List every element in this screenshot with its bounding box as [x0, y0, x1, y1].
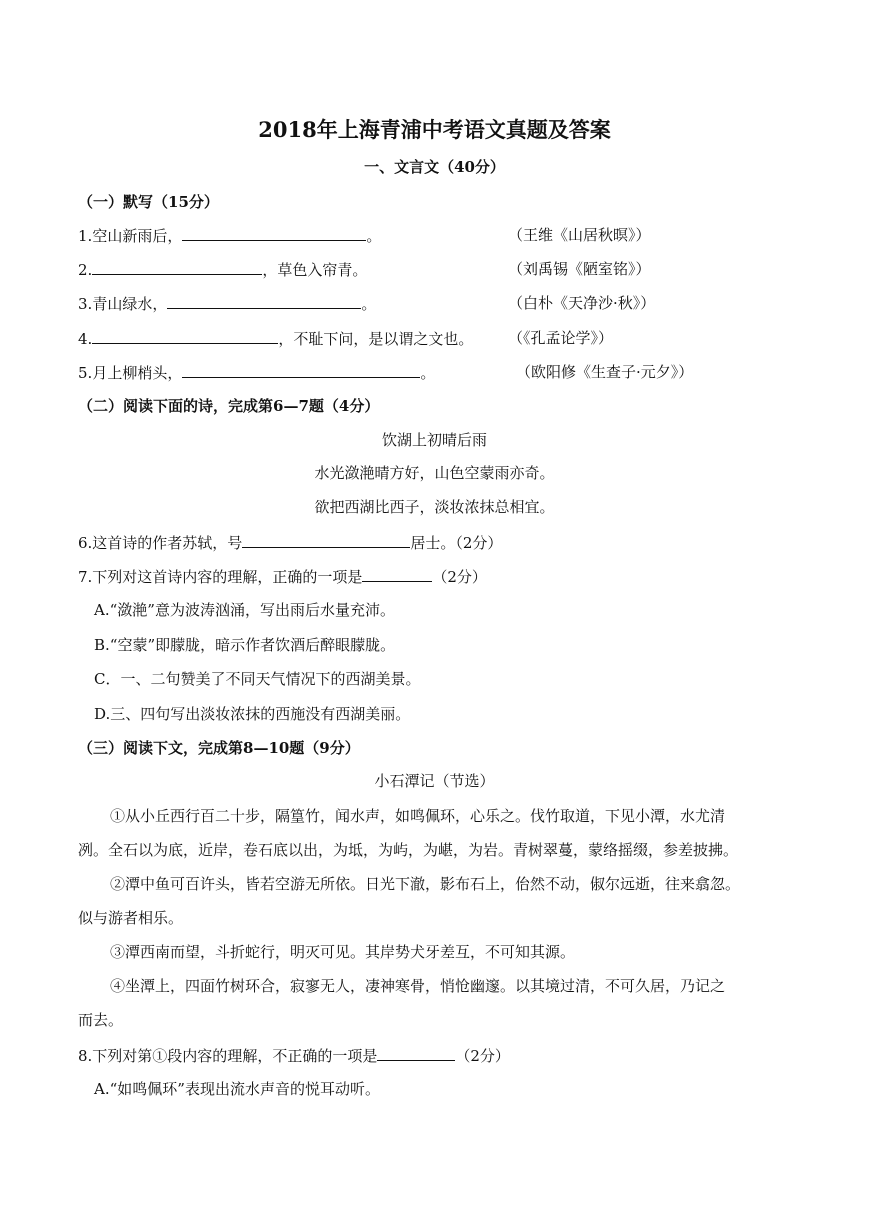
question-3-text-before: 青山绿水， [92, 295, 168, 313]
passage-line-3: ②潭中鱼可百许头，皆若空游无所依。日光下澈，影布石上，佁然不动，俶尔远逝，往来翕忽。 [110, 875, 741, 893]
question-8 [78, 1045, 510, 1066]
section-2-heading: （二）阅读下面的诗，完成第6—7题（4分） [78, 397, 380, 415]
question-3 [78, 293, 376, 314]
passage-line-5: ③潭西南而望，斗折蛇行，明灭可见。其岸势犬牙差互，不可知其源。 [110, 943, 576, 961]
answer-blank-3[interactable] [167, 293, 361, 309]
question-8-option-a: A.“如鸣佩环”表现出流水声音的悦耳动听。 [94, 1080, 380, 1098]
passage-title: 小石潭记（节选） [374, 772, 495, 790]
poem-title: 饮湖上初晴后雨 [381, 431, 487, 449]
poem-line-2: 欲把西湖比西子，淡妆浓抹总相宜。 [314, 498, 555, 516]
section-3-heading: （三）阅读下文，完成第8—10题（9分） [78, 739, 360, 757]
question-5-text-before: 月上柳梢头， [92, 364, 183, 382]
part-one-heading: 一、文言文（40分） [364, 158, 505, 176]
question-6-text-after: 居士。（2分） [410, 534, 503, 552]
question-2-text-after: ，草色入帘青。 [262, 261, 368, 279]
section-1-heading: （一）默写（15分） [78, 193, 219, 211]
question-3-source: （白朴《天净沙·秋》） [508, 294, 656, 312]
question-7-option-d: D.三、四句写出淡妆浓抹的西施没有西湖美丽。 [94, 705, 411, 723]
answer-blank-6[interactable] [242, 532, 410, 548]
question-4-number: 4. [78, 330, 93, 348]
answer-blank-4[interactable] [92, 328, 278, 344]
question-5-text-after: 。 [420, 364, 436, 382]
passage-line-6: ④坐潭上，四面竹树环合，寂寥无人，凄神寒骨，悄怆幽邃。以其境过清，不可久居，乃记之 [110, 977, 726, 995]
question-5-source: （欧阳修《生查子·元夕》） [516, 363, 694, 381]
question-6 [78, 532, 502, 553]
answer-blank-8[interactable] [377, 1045, 455, 1061]
question-1-text-before: 空山新雨后， [92, 227, 183, 245]
question-1 [78, 225, 381, 246]
question-6-text-before: 6.这首诗的作者苏轼，号 [78, 534, 243, 552]
answer-blank-7[interactable] [362, 566, 432, 582]
question-3-number: 3. [78, 295, 93, 313]
answer-blank-5[interactable] [182, 362, 420, 378]
answer-blank-2[interactable] [92, 259, 262, 275]
question-4 [78, 328, 473, 349]
question-4-source: （《孔孟论学》） [508, 329, 614, 347]
question-7-option-c: C．一、二句赞美了不同天气情况下的西湖美景。 [94, 670, 421, 688]
passage-line-1: ①从小丘西行百二十步，隔篁竹，闻水声，如鸣佩环，心乐之。伐竹取道，下见小潭，水尤清 [110, 807, 726, 825]
answer-blank-1[interactable] [182, 225, 366, 241]
question-1-source: （王维《山居秋暝》） [508, 226, 651, 244]
question-7-option-b: B.“空蒙”即朦胧，暗示作者饮酒后醉眼朦胧。 [94, 636, 396, 654]
question-7 [78, 566, 487, 587]
page-title: 2018年上海青浦中考语文真题及答案 [258, 117, 611, 142]
question-4-text-after: ，不耻下问，是以谓之文也。 [278, 330, 474, 348]
question-2-source: （刘禹锡《陋室铭》） [508, 260, 651, 278]
question-2 [78, 259, 367, 280]
question-5 [78, 362, 435, 383]
passage-line-2: 冽。全石以为底，近岸，卷石底以出，为坻，为屿，为嵁，为岩。青树翠蔓，蒙络摇缀，参差披拂。 [78, 841, 739, 859]
question-7-text-after: （2分） [432, 568, 487, 586]
question-1-text-after: 。 [366, 227, 382, 245]
question-8-text-before: 8.下列对第①段内容的理解，不正确的一项是 [78, 1047, 378, 1065]
question-3-text-after: 。 [361, 295, 377, 313]
question-1-number: 1. [78, 227, 93, 245]
question-5-number: 5. [78, 364, 93, 382]
question-7-option-a: A.“潋滟”意为波涛汹涌，写出雨后水量充沛。 [94, 601, 395, 619]
poem-line-1: 水光潋滟晴方好，山色空蒙雨亦奇。 [314, 464, 555, 482]
passage-line-4: 似与游者相乐。 [78, 909, 184, 927]
question-7-text-before: 7.下列对这首诗内容的理解，正确的一项是 [78, 568, 363, 586]
question-8-text-after: （2分） [455, 1047, 510, 1065]
passage-line-7: 而去。 [78, 1011, 124, 1029]
question-2-number: 2. [78, 261, 93, 279]
